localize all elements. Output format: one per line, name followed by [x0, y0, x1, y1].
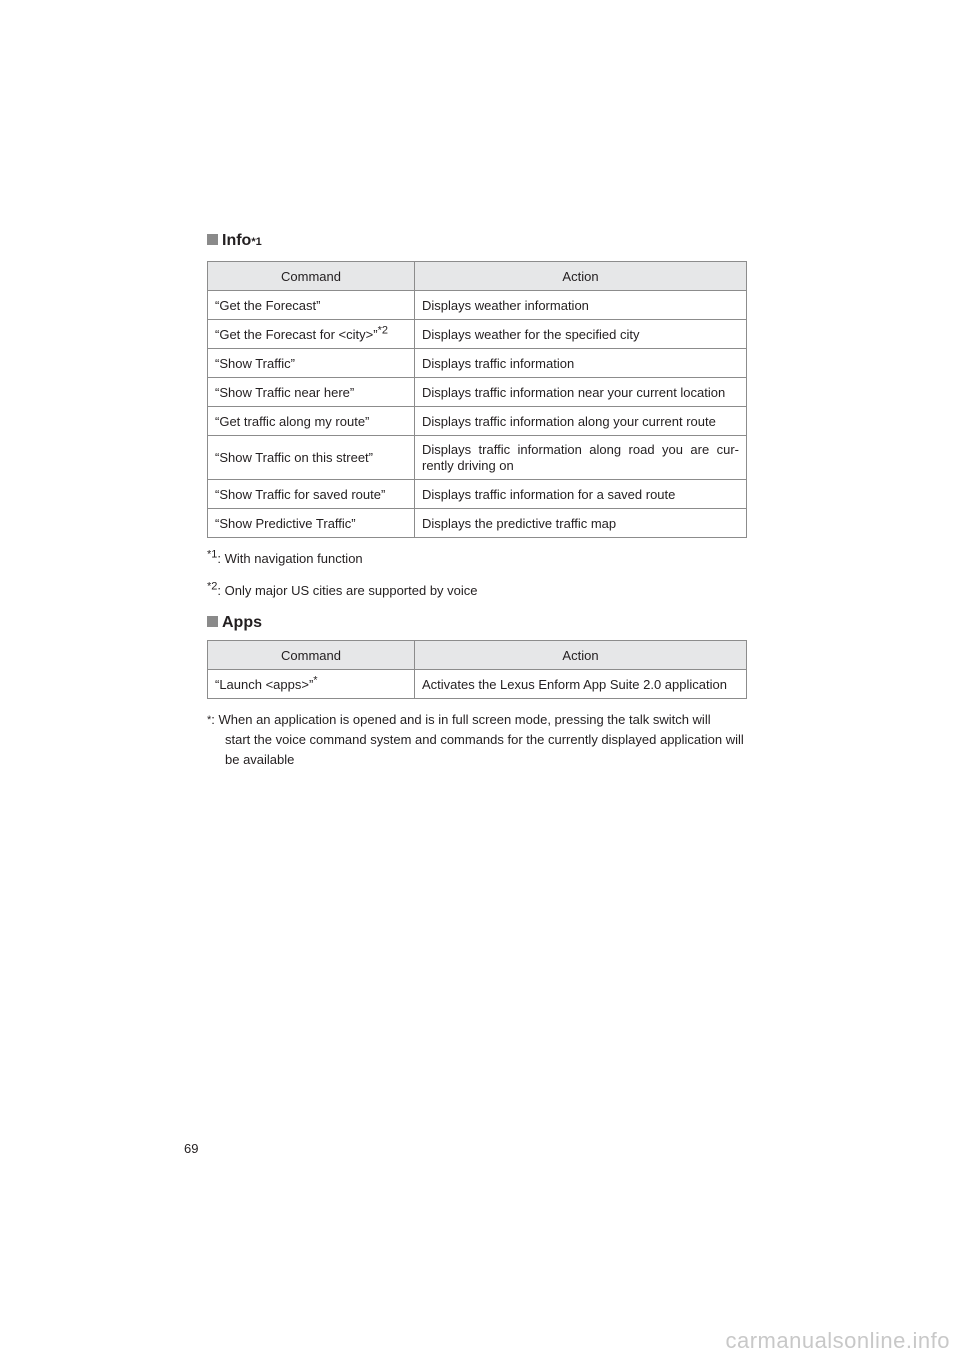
apps-header-command: Command [208, 641, 415, 670]
action-cell: Displays traffic information along road you are cur-rently driving on [415, 436, 747, 480]
footnote-marker: * [207, 714, 212, 726]
info-section-heading: Info *1 [207, 232, 262, 250]
apps-footnote [207, 710, 747, 770]
watermark: carmanualsonline.info [725, 1328, 950, 1353]
table-row [208, 378, 747, 407]
table-row [208, 480, 747, 509]
action-cell: Displays the predictive traffic map [415, 509, 747, 538]
square-bullet-icon [207, 234, 218, 245]
footnote-marker: *2 [207, 580, 218, 593]
action-cell: Displays traffic information for a saved route [415, 480, 747, 509]
command-cell: “Show Traffic on this street” [208, 436, 415, 480]
footnote-text: : When an application is opened and is in full screen mode, pressing the talk switch will [211, 712, 711, 727]
action-cell: Displays traffic information along your current route [415, 407, 747, 436]
info-header-action: Action [415, 262, 747, 291]
action-cell: Activates the Lexus Enform App Suite 2.0 application [415, 670, 747, 699]
apps-header-action: Action [415, 641, 747, 670]
table-row [208, 407, 747, 436]
table-row [208, 291, 747, 320]
footnote-continuation: start the voice command system and commands for the currently displayed application will be available [225, 732, 744, 767]
footnote-text: : With navigation function [217, 551, 363, 566]
table-row [208, 670, 747, 699]
footnote-2 [207, 580, 478, 598]
table-row [208, 509, 747, 538]
info-command-table [207, 261, 747, 538]
table-row [208, 349, 747, 378]
command-text: “Launch <apps>” [215, 676, 314, 692]
command-cell: “Get the Forecast” [208, 291, 415, 320]
command-marker: *2 [377, 324, 388, 337]
action-cell: Displays weather information [415, 291, 747, 320]
footnote-text: : Only major US cities are supported by voice [217, 583, 478, 598]
apps-title: Apps [222, 614, 262, 631]
info-header-command: Command [208, 262, 415, 291]
table-row [208, 320, 747, 349]
command-cell: “Show Traffic” [208, 349, 415, 378]
info-title: Info [222, 232, 252, 249]
table-row [208, 436, 747, 480]
page-number: 69 [184, 1141, 199, 1156]
command-cell: “Get traffic along my route” [208, 407, 415, 436]
action-cell: Displays traffic information near your current location [415, 378, 747, 407]
command-cell: “Show Predictive Traffic” [208, 509, 415, 538]
footnote-marker: *1 [207, 548, 218, 561]
footnote-1 [207, 548, 363, 566]
command-cell: “Show Traffic for saved route” [208, 480, 415, 509]
command-cell: “Show Traffic near here” [208, 378, 415, 407]
square-bullet-icon [207, 616, 218, 627]
apps-section-heading [207, 614, 262, 632]
command-cell [208, 320, 415, 349]
command-marker: * [313, 674, 318, 687]
action-cell: Displays traffic information [415, 349, 747, 378]
command-text: “Get the Forecast for <city>” [215, 326, 378, 342]
command-cell [208, 670, 415, 699]
action-cell: Displays weather for the specified city [415, 320, 747, 349]
apps-command-table [207, 640, 747, 699]
